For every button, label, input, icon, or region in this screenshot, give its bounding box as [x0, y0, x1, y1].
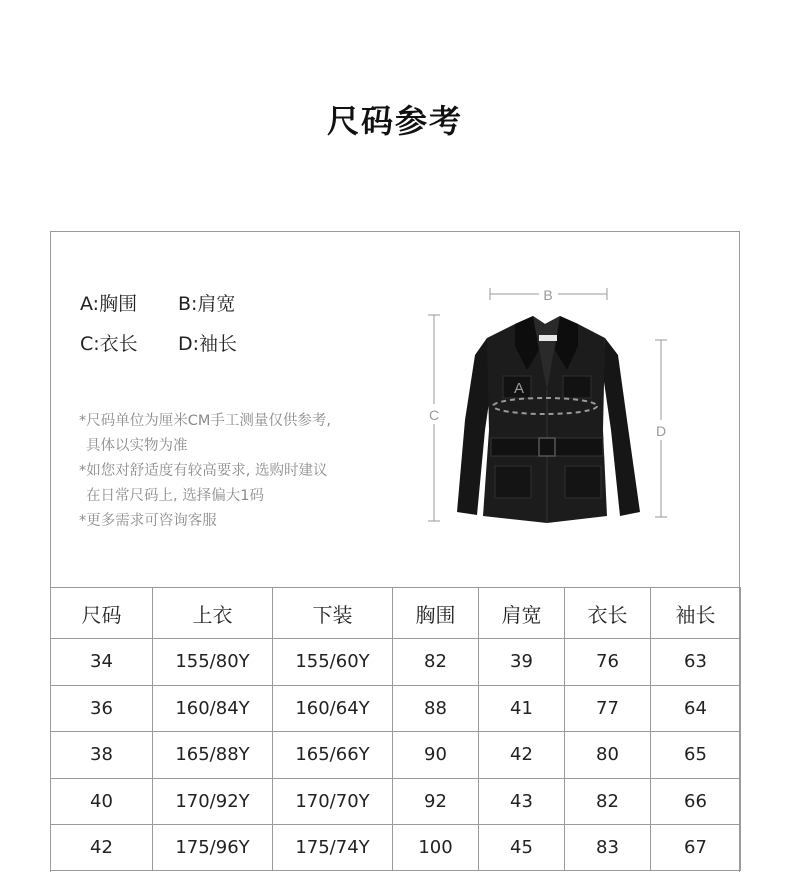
cell-top: 155/80Y: [153, 639, 273, 686]
legend-row: [80, 289, 276, 329]
cell-chest: 88: [393, 685, 479, 732]
table-row: [51, 685, 741, 732]
table-row: [51, 732, 741, 779]
cell-size: 34: [51, 639, 153, 686]
cell-sleeve: 63: [651, 639, 741, 686]
cell-chest: 92: [393, 778, 479, 825]
label-b: B: [543, 287, 553, 303]
table-row: [51, 778, 741, 825]
cell-length: 77: [565, 685, 651, 732]
header-size: 尺码: [51, 588, 153, 639]
cell-chest: 90: [393, 732, 479, 779]
cell-shoulder: 41: [479, 685, 565, 732]
note-line: 具体以实物为准: [86, 438, 188, 454]
table-row: [51, 639, 741, 686]
cell-shoulder: 42: [479, 732, 565, 779]
cell-length: 83: [565, 825, 651, 871]
jacket-illustration: [457, 316, 640, 523]
header-top: 上衣: [153, 588, 273, 639]
cell-length: 80: [565, 732, 651, 779]
table-row: [51, 825, 741, 871]
cell-sleeve: 66: [651, 778, 741, 825]
header-shoulder: 肩宽: [479, 588, 565, 639]
label-a: A: [513, 380, 525, 397]
legend-row: [80, 329, 276, 369]
cell-sleeve: 65: [651, 732, 741, 779]
cell-top: 160/84Y: [153, 685, 273, 732]
measurement-notes: [79, 409, 331, 534]
cell-top: 175/96Y: [153, 825, 273, 871]
note-line: 在日常尺码上, 选择偏大1码: [86, 488, 264, 504]
page-title: 尺码参考: [326, 102, 463, 140]
table-header-row: [51, 588, 741, 639]
cell-sleeve: 64: [651, 685, 741, 732]
cell-chest: 82: [393, 639, 479, 686]
legend-shoulder: B:肩宽: [178, 293, 236, 315]
legend-length: C:衣长: [80, 333, 138, 355]
cell-shoulder: 45: [479, 825, 565, 871]
measurement-legend: [80, 289, 276, 369]
note-line: *尺码单位为厘米CM手工测量仅供参考,: [79, 413, 331, 429]
legend-sleeve: D:袖长: [178, 333, 238, 355]
cell-shoulder: 39: [479, 639, 565, 686]
cell-sleeve: 67: [651, 825, 741, 871]
cell-top: 165/88Y: [153, 732, 273, 779]
cell-bottom: 170/70Y: [273, 778, 393, 825]
cell-bottom: 175/74Y: [273, 825, 393, 871]
cell-bottom: 155/60Y: [273, 639, 393, 686]
cell-length: 82: [565, 778, 651, 825]
cell-length: 76: [565, 639, 651, 686]
cell-top: 170/92Y: [153, 778, 273, 825]
jacket-measurement-diagram: [415, 280, 675, 530]
cell-shoulder: 43: [479, 778, 565, 825]
cell-size: 42: [51, 825, 153, 871]
header-bottom: 下装: [273, 588, 393, 639]
cell-size: 38: [51, 732, 153, 779]
cell-chest: 100: [393, 825, 479, 871]
header-length: 衣长: [565, 588, 651, 639]
label-d: D: [655, 423, 667, 439]
note-line: *如您对舒适度有较高要求, 选购时建议: [79, 463, 328, 479]
label-c: C: [428, 407, 440, 423]
header-sleeve: 袖长: [651, 588, 741, 639]
size-table: [50, 587, 741, 871]
legend-chest: A:胸围: [80, 293, 138, 315]
cell-bottom: 160/64Y: [273, 685, 393, 732]
cell-size: 40: [51, 778, 153, 825]
header-chest: 胸围: [393, 588, 479, 639]
cell-size: 36: [51, 685, 153, 732]
note-line: *更多需求可咨询客服: [79, 513, 217, 529]
cell-bottom: 165/66Y: [273, 732, 393, 779]
